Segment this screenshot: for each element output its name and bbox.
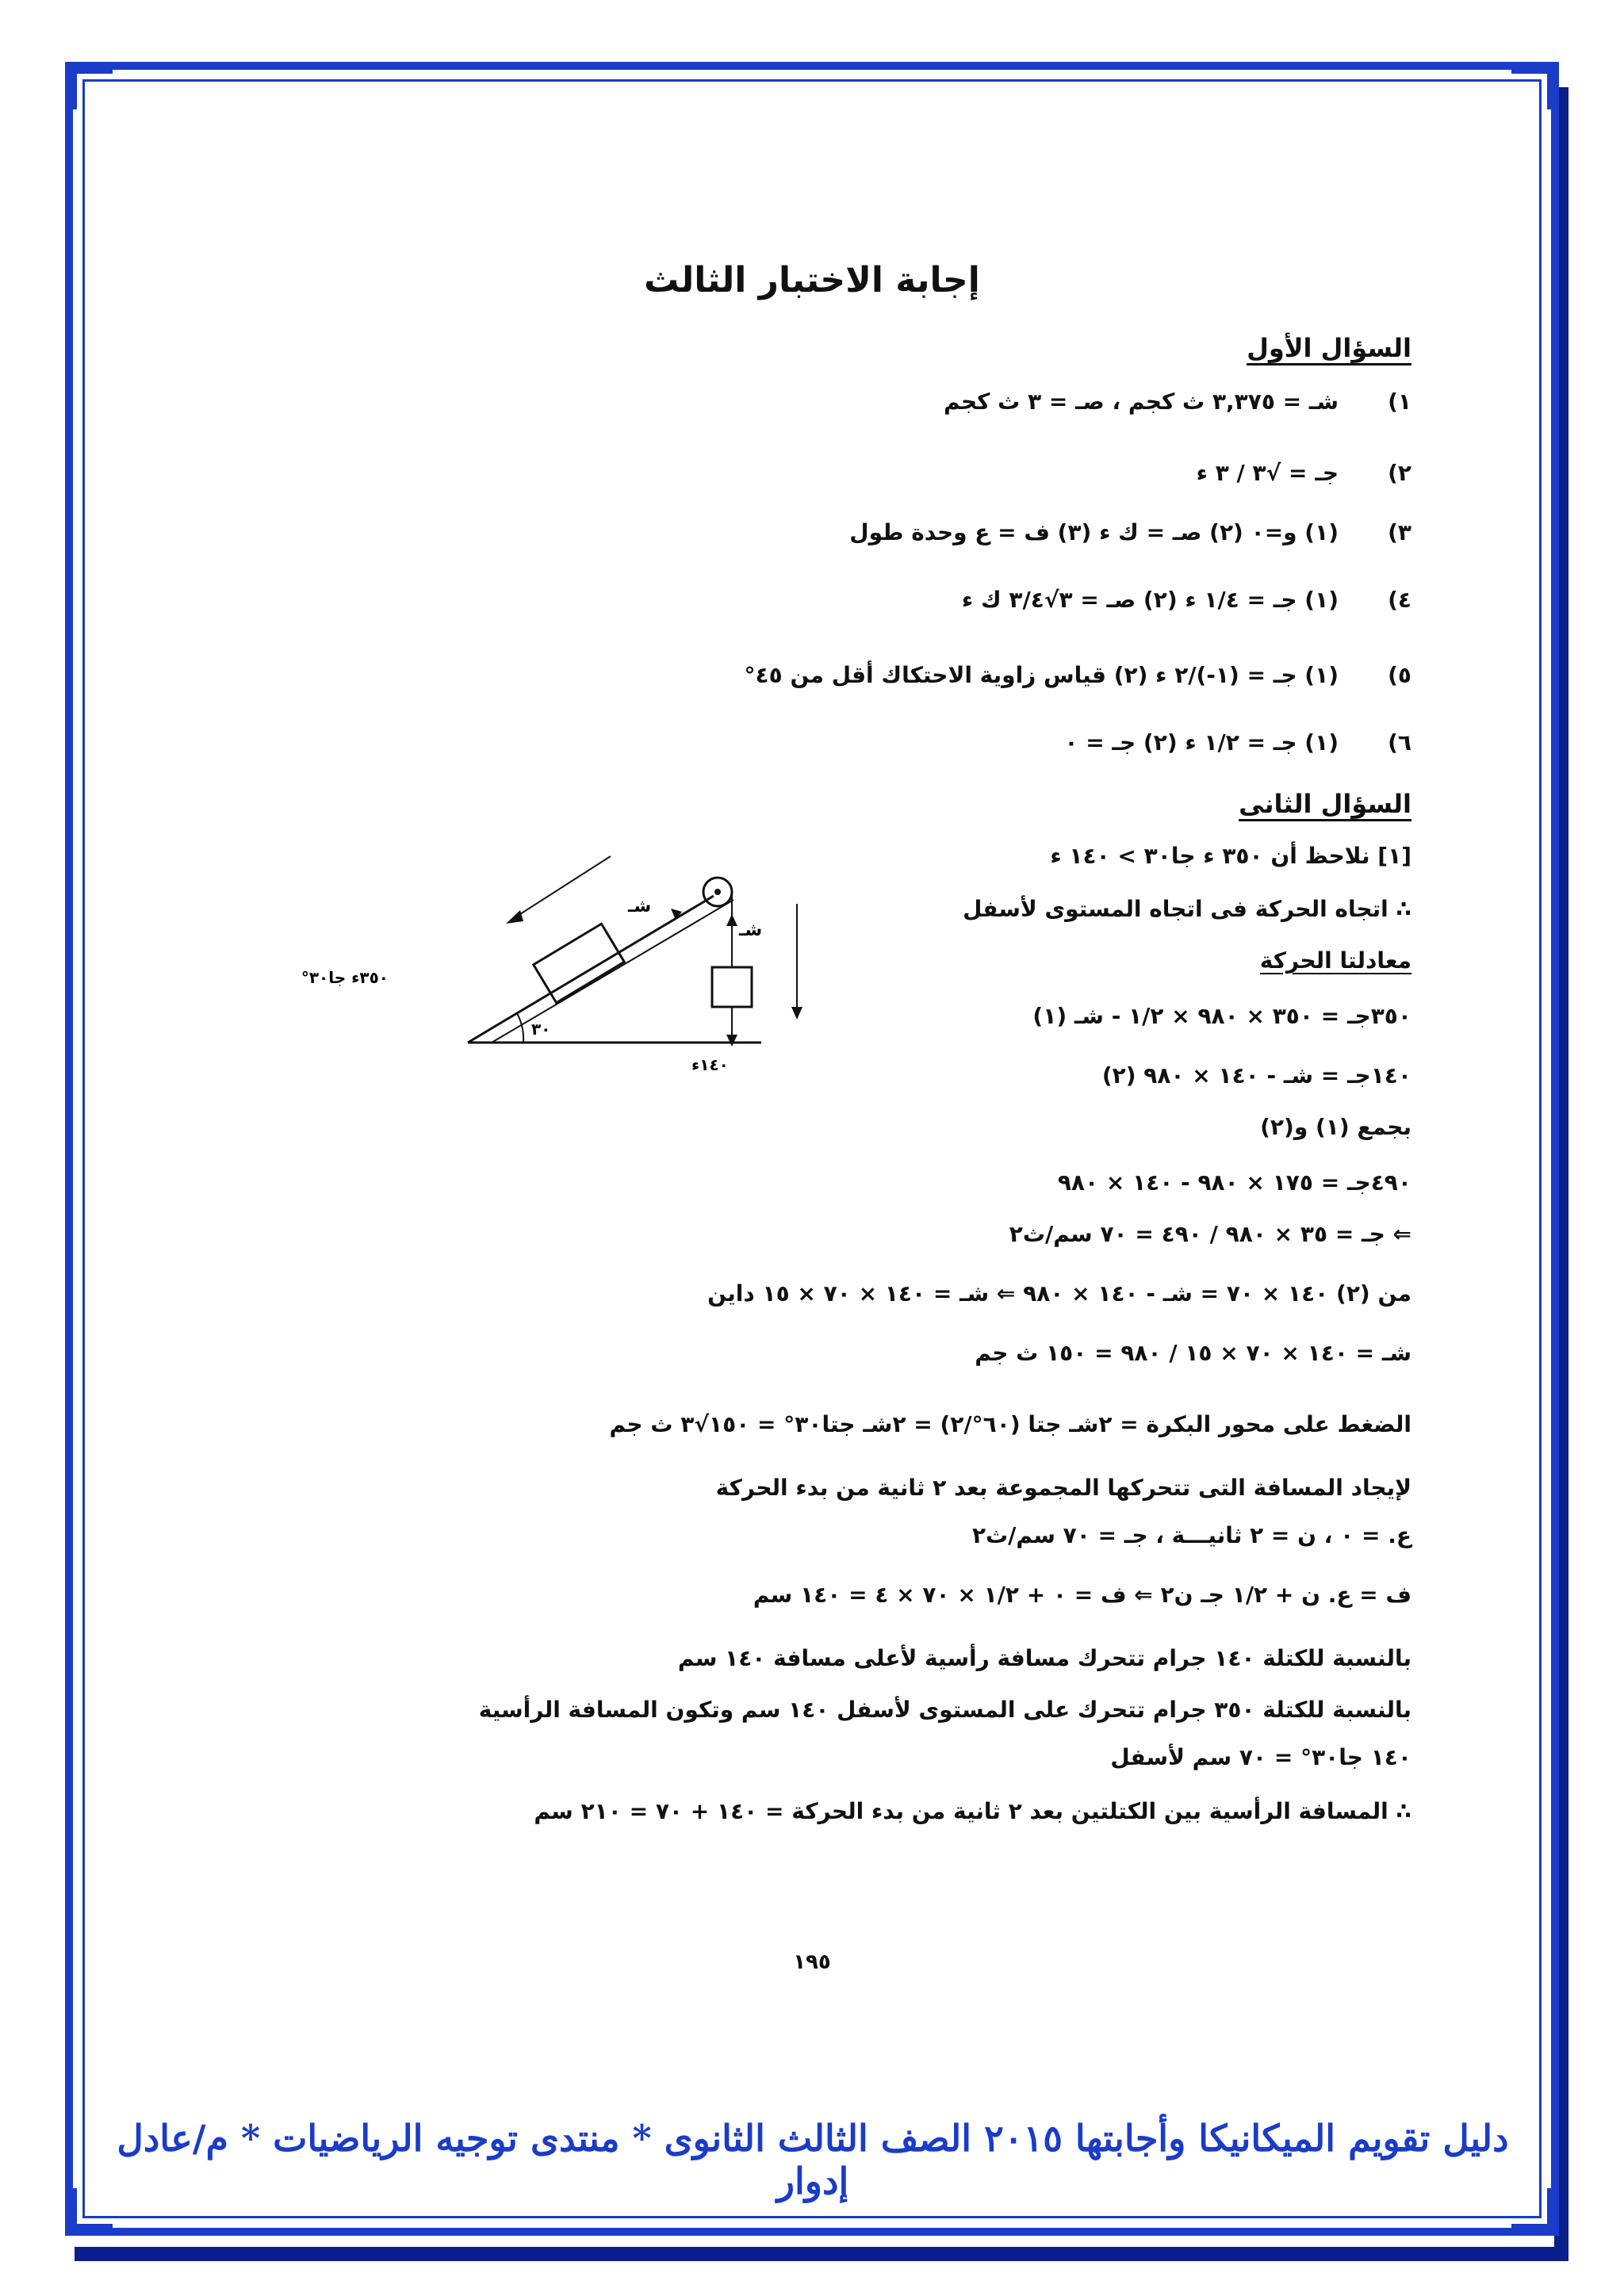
- q2-line: [١] نلاحظ أن ٣٥٠ ء جا٣٠ > ١٤٠ ء: [1050, 843, 1411, 869]
- q1-item-5-num: ٥): [1388, 662, 1411, 688]
- motion-arrow-incline: [511, 856, 611, 920]
- q2-line: ∴ اتجاه الحركة فى اتجاه المستوى لأسفل: [963, 896, 1411, 922]
- hanging-block: [712, 967, 752, 1007]
- q1-item-1-num: ١): [1388, 388, 1411, 415]
- q2-equation-1: ٣٥٠جـ = ٣٥٠ × ٩٨٠ × ١/٢ - شـ (١): [1032, 1003, 1411, 1029]
- q2-line: بجمع (١) و(٢): [1260, 1114, 1411, 1140]
- q1-heading: السؤال الأول: [1247, 333, 1411, 363]
- q2-line: بالنسبة للكتلة ٣٥٠ جرام تتحرك على المستوى لأسفل ١٤٠ سم وتكون المسافة الرأسية: [478, 1697, 1411, 1723]
- page-title: إجابة الاختبار الثالث: [644, 260, 980, 300]
- weight-arrowhead: [726, 1035, 737, 1047]
- q2-line: ١٤٠ جا٣٠° = ٧٠ سم لأسفل: [1110, 1744, 1411, 1770]
- tension-label-vertical: شـ: [739, 920, 763, 940]
- pulley-axle: [714, 889, 721, 895]
- weight-label: ١٤٠ء: [691, 1055, 729, 1074]
- motion-arrowhead-down: [791, 1007, 802, 1020]
- q2-line: لإيجاد المسافة التى تتحركها المجموعة بعد ٢ ثانية من بدء الحركة: [715, 1475, 1411, 1501]
- page-number: ١٩٥: [793, 1950, 831, 1974]
- q2-equations-heading: معادلتا الحركة: [1259, 947, 1411, 974]
- q1-item-4-num: ٤): [1388, 587, 1411, 613]
- q2-line: ف = ع. ن + ١/٢ جـ ن٢ ⇐ ف = ٠ + ١/٢ × ٧٠ × ٤ = ١٤٠ سم: [753, 1582, 1411, 1608]
- string-incline: [492, 900, 733, 1043]
- q1-item-2-text: جـ = √٣ / ٣ ء: [1196, 460, 1339, 486]
- q2-line: الضغط على محور البكرة = ٢شـ جتا (٦٠°/٢) = ٢شـ جتا٣٠° = ١٥٠√٣ ث جم: [609, 1411, 1411, 1437]
- q2-line: من (٢) ١٤٠ × ٧٠ = شـ - ١٤٠ × ٩٨٠ ⇐ شـ = ١٤٠ × ٧٠ × ١٥ داين: [707, 1280, 1411, 1307]
- q2-heading: السؤال الثانى: [1239, 789, 1411, 819]
- q1-item-6-text: (١) جـ = ١/٢ ء (٢) جـ = ٠: [1064, 729, 1339, 756]
- q1-item-6-num: ٦): [1388, 729, 1411, 756]
- angle-label: ٣٠: [531, 1020, 551, 1039]
- q2-line: شـ = ١٤٠ × ٧٠ × ١٥ / ٩٨٠ = ١٥٠ ث جم: [975, 1340, 1411, 1366]
- q1-item-3-num: ٣): [1388, 519, 1411, 545]
- incline-pulley-diagram: [301, 832, 856, 1074]
- tension-label-incline: شـ: [628, 897, 652, 916]
- q1-item-1-text: شـ = ٣,٣٧٥ ث كجم ، ﺻـ = ٣ ث كجم: [944, 388, 1339, 415]
- tension-arrowhead-incline: [671, 909, 682, 920]
- q1-item-4-text: (١) جـ = ١/٤ ء (٢) ﺻـ = ٣√٣/٤ ك ء: [961, 587, 1339, 613]
- q1-item-2-num: ٢): [1388, 460, 1411, 486]
- motion-arrowhead-incline: [506, 910, 523, 924]
- q2-line: ع. = ٠ ، ن = ٢ ثانيـــة ، جـ = ٧٠ سم/ث٢: [971, 1522, 1411, 1548]
- q2-line: ⇐ جـ = ٣٥ × ٩٨٠ / ٤٩٠ = ٧٠ سم/ث٢: [1009, 1221, 1411, 1247]
- tension-arrowhead-up: [726, 914, 737, 926]
- q2-line: ٤٩٠جـ = ١٧٥ × ٩٨٠ - ١٤٠ × ٩٨٠: [1057, 1169, 1411, 1196]
- q2-line: ∴ المسافة الرأسية بين الكتلتين بعد ٢ ثانية من بدء الحركة = ١٤٠ + ٧٠ = ٢١٠ سم: [534, 1798, 1411, 1824]
- q1-item-3-text: (١) و=٠ (٢) ﺻـ = ك ء (٣) ف = ع وحدة طول: [849, 519, 1339, 545]
- q1-item-5-text: (١) جـ = (١-)/٢ ء (٢) قياس زاوية الاحتكاك أقل من ٤٥°: [744, 662, 1339, 688]
- q2-equation-2: ١٤٠جـ = شـ - ١٤٠ × ٩٨٠ (٢): [1101, 1062, 1411, 1089]
- footer-banner: دليل تقويم الميكانيكا وأجابتها ٢٠١٥ الصف الثالث الثانوى * منتدى توجيه الرياضيات * م/عادل إدوار: [117, 2117, 1509, 2202]
- component-label: ٣٥٠ء جا٣٠°: [301, 968, 389, 987]
- q2-line: بالنسبة للكتلة ١٤٠ جرام تتحرك مسافة رأسية لأعلى مسافة ١٤٠ سم: [677, 1645, 1411, 1671]
